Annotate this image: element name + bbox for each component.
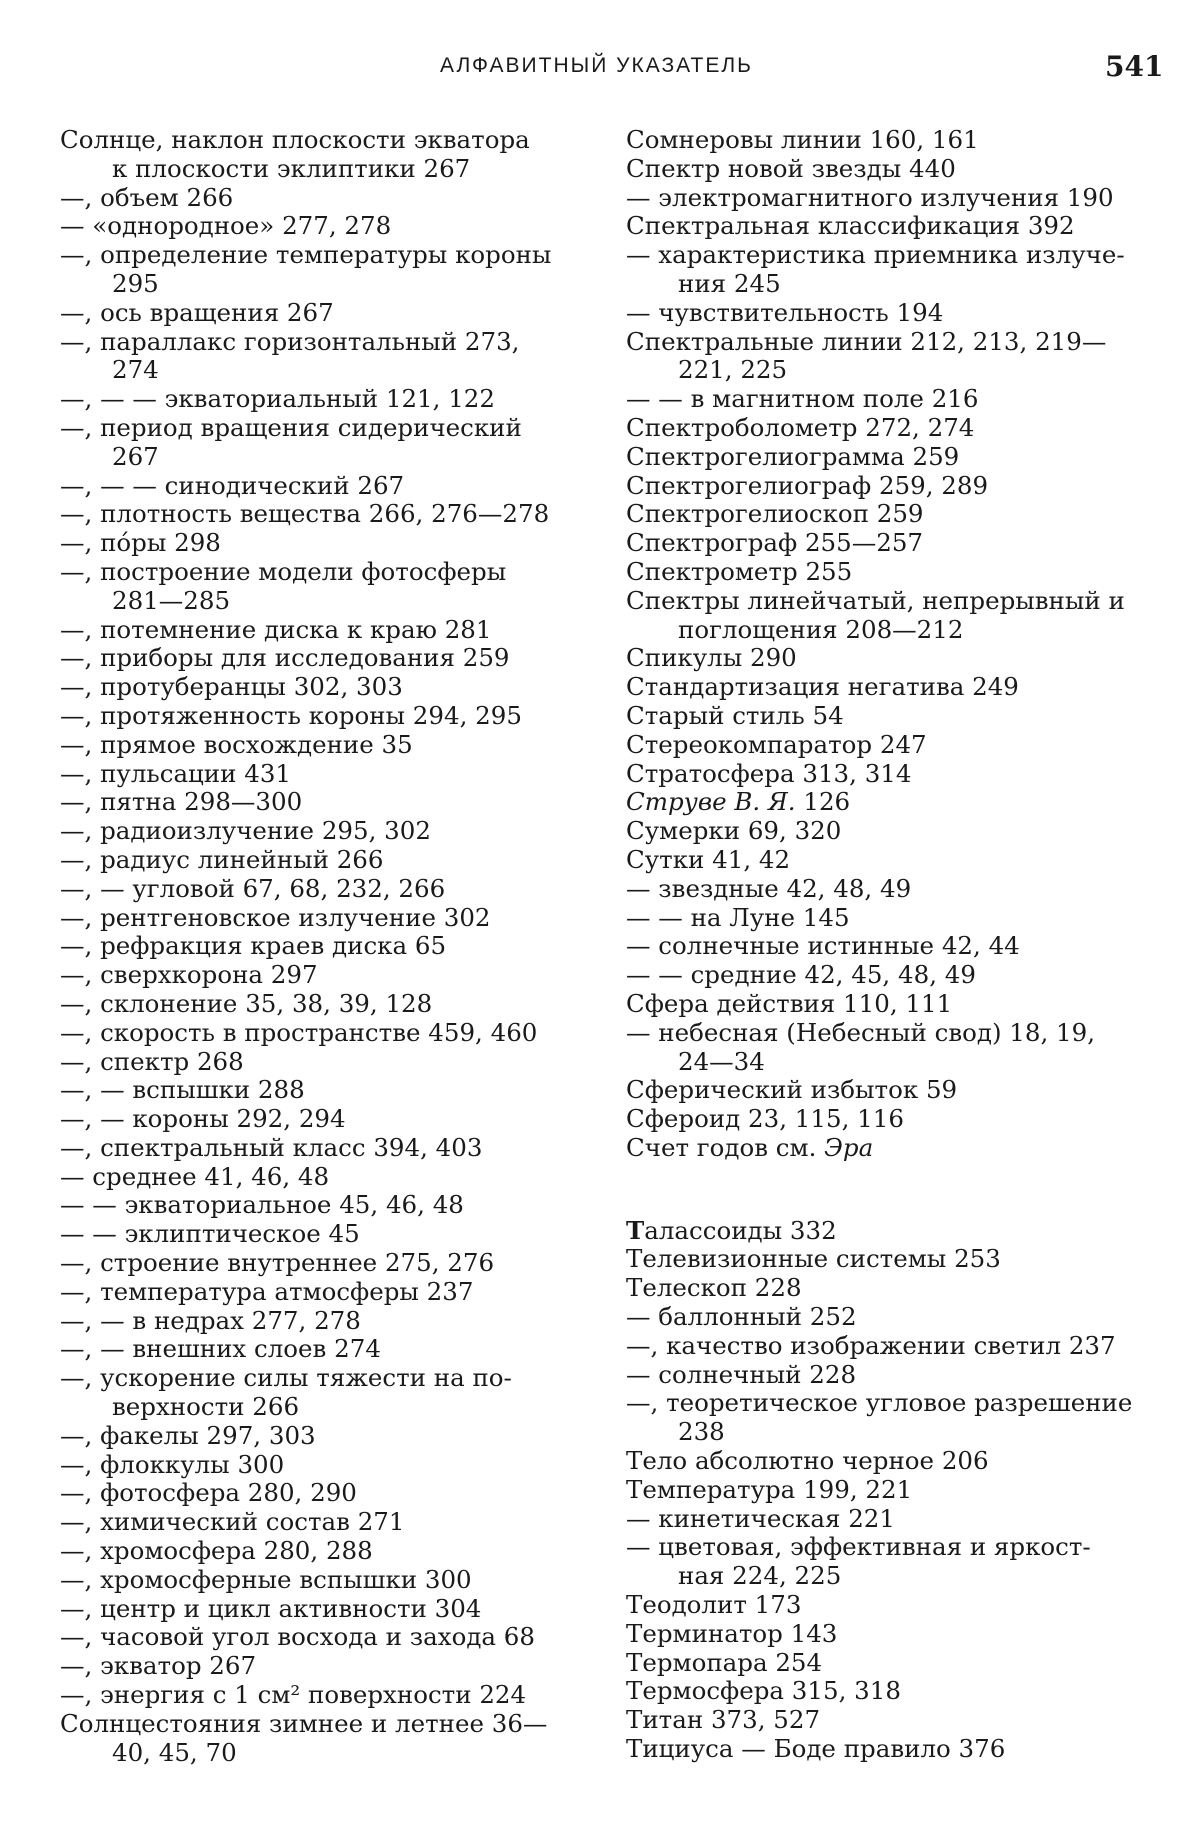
- index-entry: Спектральные линии 212, 213, 219—: [626, 326, 1107, 356]
- index-entry-continuation: к плоскости эклиптики 267: [112, 153, 471, 183]
- index-entry: — среднее 41, 46, 48: [60, 1161, 330, 1191]
- index-entry: Термосфера 315, 318: [626, 1676, 901, 1706]
- index-entry: —, рефракция краев диска 65: [60, 931, 447, 961]
- index-entry: Титан 373, 527: [626, 1705, 821, 1735]
- index-entry: Солнце, наклон плоскости экватора: [60, 125, 530, 154]
- index-entry: Температура 199, 221: [626, 1474, 913, 1504]
- index-entry: —, ускорение силы тяжести на по-: [60, 1363, 512, 1393]
- index-entry: Теодолит 173: [626, 1590, 802, 1620]
- index-entry-continuation: ная 224, 225: [678, 1561, 842, 1591]
- section-gap: [626, 1163, 1146, 1217]
- index-entry: —, скорость в пространстве 459, 460: [60, 1017, 538, 1047]
- index-entry: Терминатор 143: [626, 1618, 838, 1648]
- index-entry: —, теоретическое угловое разрешение: [626, 1388, 1133, 1418]
- index-entry: — солнечные истинные 42, 44: [626, 931, 1020, 961]
- index-entry: Талассоиды 332: [626, 1215, 837, 1245]
- index-entry: — небесная (Небесный свод) 18, 19,: [626, 1017, 1096, 1047]
- index-entry: Спектрогелиоскоп 259: [626, 499, 924, 529]
- index-entry: —, — в недрах 277, 278: [60, 1305, 361, 1335]
- index-entry: —, — — синодический 267: [60, 470, 405, 500]
- index-entry: —, факелы 297, 303: [60, 1420, 316, 1450]
- index-entry: Стандартизация негатива 249: [626, 672, 1019, 702]
- index-entry: Струве В. Я. 126: [626, 787, 851, 817]
- index-entry-continuation: 274: [112, 355, 159, 385]
- index-entry: Спектрогелиограф 259, 289: [626, 470, 989, 500]
- index-entry: —, — — экваториальный 121, 122: [60, 384, 495, 414]
- index-entry-continuation: 281—285: [112, 585, 231, 615]
- index-entry: Сомнеровы линии 160, 161: [626, 125, 979, 154]
- index-entry-continuation: 295: [112, 268, 159, 298]
- index-entry-continuation: ния 245: [678, 268, 781, 298]
- index-entry: Сфероид 23, 115, 116: [626, 1104, 904, 1134]
- index-entry: Спектроболометр 272, 274: [626, 412, 975, 442]
- index-entry: — чувствительность 194: [626, 297, 944, 327]
- index-entry: —, приборы для исследования 259: [60, 643, 510, 673]
- index-entry: — характеристика приемника излуче-: [626, 240, 1125, 270]
- index-entry: Сумерки 69, 320: [626, 816, 842, 846]
- index-entry-continuation: 40, 45, 70: [112, 1737, 237, 1767]
- index-entry: — баллонный 252: [626, 1302, 857, 1332]
- page-number: 541: [1105, 50, 1164, 83]
- index-entry: —, — угловой 67, 68, 232, 266: [60, 873, 446, 903]
- index-entry: —, объем 266: [60, 182, 234, 212]
- index-entry: —, построение модели фотосферы: [60, 556, 507, 586]
- index-entry: —, температура атмосферы 237: [60, 1276, 474, 1306]
- index-entry: Спектры линейчатый, непрерывный и: [626, 585, 1125, 615]
- index-entry-continuation: 221, 225: [678, 355, 788, 385]
- index-entry: Стратосфера 313, 314: [626, 758, 912, 788]
- index-entry: —, — вспышки 288: [60, 1075, 305, 1105]
- index-entry: Спектр новой звезды 440: [626, 153, 956, 183]
- index-entry: Счет годов см. Эра: [626, 1132, 874, 1162]
- index-entry: —, определение температуры короны: [60, 240, 552, 270]
- index-entry: — электромагнитного излучения 190: [626, 182, 1114, 212]
- index-entry-continuation: 267: [112, 441, 159, 471]
- index-entry: —, качество изображении светил 237: [626, 1330, 1116, 1360]
- index-entry: —, плотность вещества 266, 276—278: [60, 499, 550, 529]
- index-entry: —, пульсации 431: [60, 758, 292, 788]
- index-entry-continuation: верхности 266: [112, 1392, 300, 1422]
- index-entry: —, пятна 298—300: [60, 787, 303, 817]
- index-entry: —, флоккулы 300: [60, 1449, 285, 1479]
- index-entry: —, ось вращения 267: [60, 297, 334, 327]
- index-entry: Сутки 41, 42: [626, 844, 791, 874]
- index-entry: —, спектральный класс 394, 403: [60, 1132, 483, 1162]
- index-entry: —, радиус линейный 266: [60, 844, 384, 874]
- index-entry: —, протуберанцы 302, 303: [60, 672, 403, 702]
- index-entry: —, потемнение диска к краю 281: [60, 614, 492, 644]
- index-entry: Спектрогелиограмма 259: [626, 441, 960, 471]
- index-entry: — кинетическая 221: [626, 1503, 895, 1533]
- index-entry: Спектрометр 255: [626, 556, 853, 586]
- index-entry: — звездные 42, 48, 49: [626, 873, 912, 903]
- index-entry: —, хромосферные вспышки 300: [60, 1564, 472, 1594]
- index-entry: — — на Луне 145: [626, 902, 850, 932]
- index-entry: — — экваториальное 45, 46, 48: [60, 1190, 464, 1220]
- index-entry: Спектрограф 255—257: [626, 528, 923, 558]
- index-entry: Стереокомпаратор 247: [626, 729, 927, 759]
- index-entry: Сфера действия 110, 111: [626, 988, 953, 1018]
- index-entry: — — в магнитном поле 216: [626, 384, 979, 414]
- index-column-right: [626, 126, 1146, 1764]
- index-entry: Спектральная классификация 392: [626, 211, 1075, 241]
- running-title: АЛФАВИТНЫЙ УКАЗАТЕЛЬ: [440, 54, 753, 77]
- index-entry: —, сверхкорона 297: [60, 960, 318, 990]
- index-column-left: [60, 126, 580, 1767]
- index-entry: —, прямое восхождение 35: [60, 729, 413, 759]
- index-entry: —, склонение 35, 38, 39, 128: [60, 988, 433, 1018]
- index-entry: —, центр и цикл активности 304: [60, 1593, 482, 1623]
- index-entry-continuation: поглощения 208—212: [678, 614, 964, 644]
- index-entry: Тело абсолютно черное 206: [626, 1446, 989, 1476]
- index-entry-continuation: 24—34: [678, 1046, 765, 1076]
- index-entry: —, спектр 268: [60, 1046, 244, 1076]
- index-entry: —, протяженность короны 294, 295: [60, 700, 522, 730]
- index-entry: — цветовая, эффективная и яркост-: [626, 1532, 1091, 1562]
- index-entry: Тициуса — Боде правило 376: [626, 1734, 1006, 1764]
- index-entry: —, строение внутреннее 275, 276: [60, 1248, 495, 1278]
- running-header: [0, 48, 1200, 88]
- index-entry: — «однородное» 277, 278: [60, 211, 392, 241]
- index-entry: —, период вращения сидерический: [60, 412, 522, 442]
- index-entry: Телескоп 228: [626, 1273, 802, 1303]
- index-entry: Сферический избыток 59: [626, 1075, 958, 1105]
- index-entry: —, часовой угол восхода и захода 68: [60, 1622, 535, 1652]
- index-entry: Телевизионные системы 253: [626, 1244, 1001, 1274]
- index-entry: — солнечный 228: [626, 1359, 857, 1389]
- index-entry: —, — короны 292, 294: [60, 1104, 346, 1134]
- index-entry: —, радиоизлучение 295, 302: [60, 816, 431, 846]
- index-entry: Солнцестояния зимнее и летнее 36—: [60, 1708, 548, 1738]
- index-entry: Термопара 254: [626, 1647, 823, 1677]
- index-entry-continuation: 238: [678, 1417, 725, 1447]
- index-entry: —, пóры 298: [60, 528, 221, 558]
- index-entry: —, — внешних слоев 274: [60, 1334, 381, 1364]
- index-entry: Спикулы 290: [626, 643, 797, 673]
- index-entry: —, фотосфера 280, 290: [60, 1478, 357, 1508]
- index-entry: —, параллакс горизонтальный 273,: [60, 326, 520, 356]
- index-entry: —, энергия с 1 см² поверхности 224: [60, 1680, 527, 1710]
- index-entry: — — средние 42, 45, 48, 49: [626, 960, 976, 990]
- index-entry: —, химический состав 271: [60, 1507, 405, 1537]
- index-entry: — — эклиптическое 45: [60, 1219, 360, 1249]
- index-entry: Старый стиль 54: [626, 700, 844, 730]
- index-entry: —, хромосфера 280, 288: [60, 1536, 373, 1566]
- index-entry: —, рентгеновское излучение 302: [60, 902, 491, 932]
- index-entry: —, экватор 267: [60, 1651, 257, 1681]
